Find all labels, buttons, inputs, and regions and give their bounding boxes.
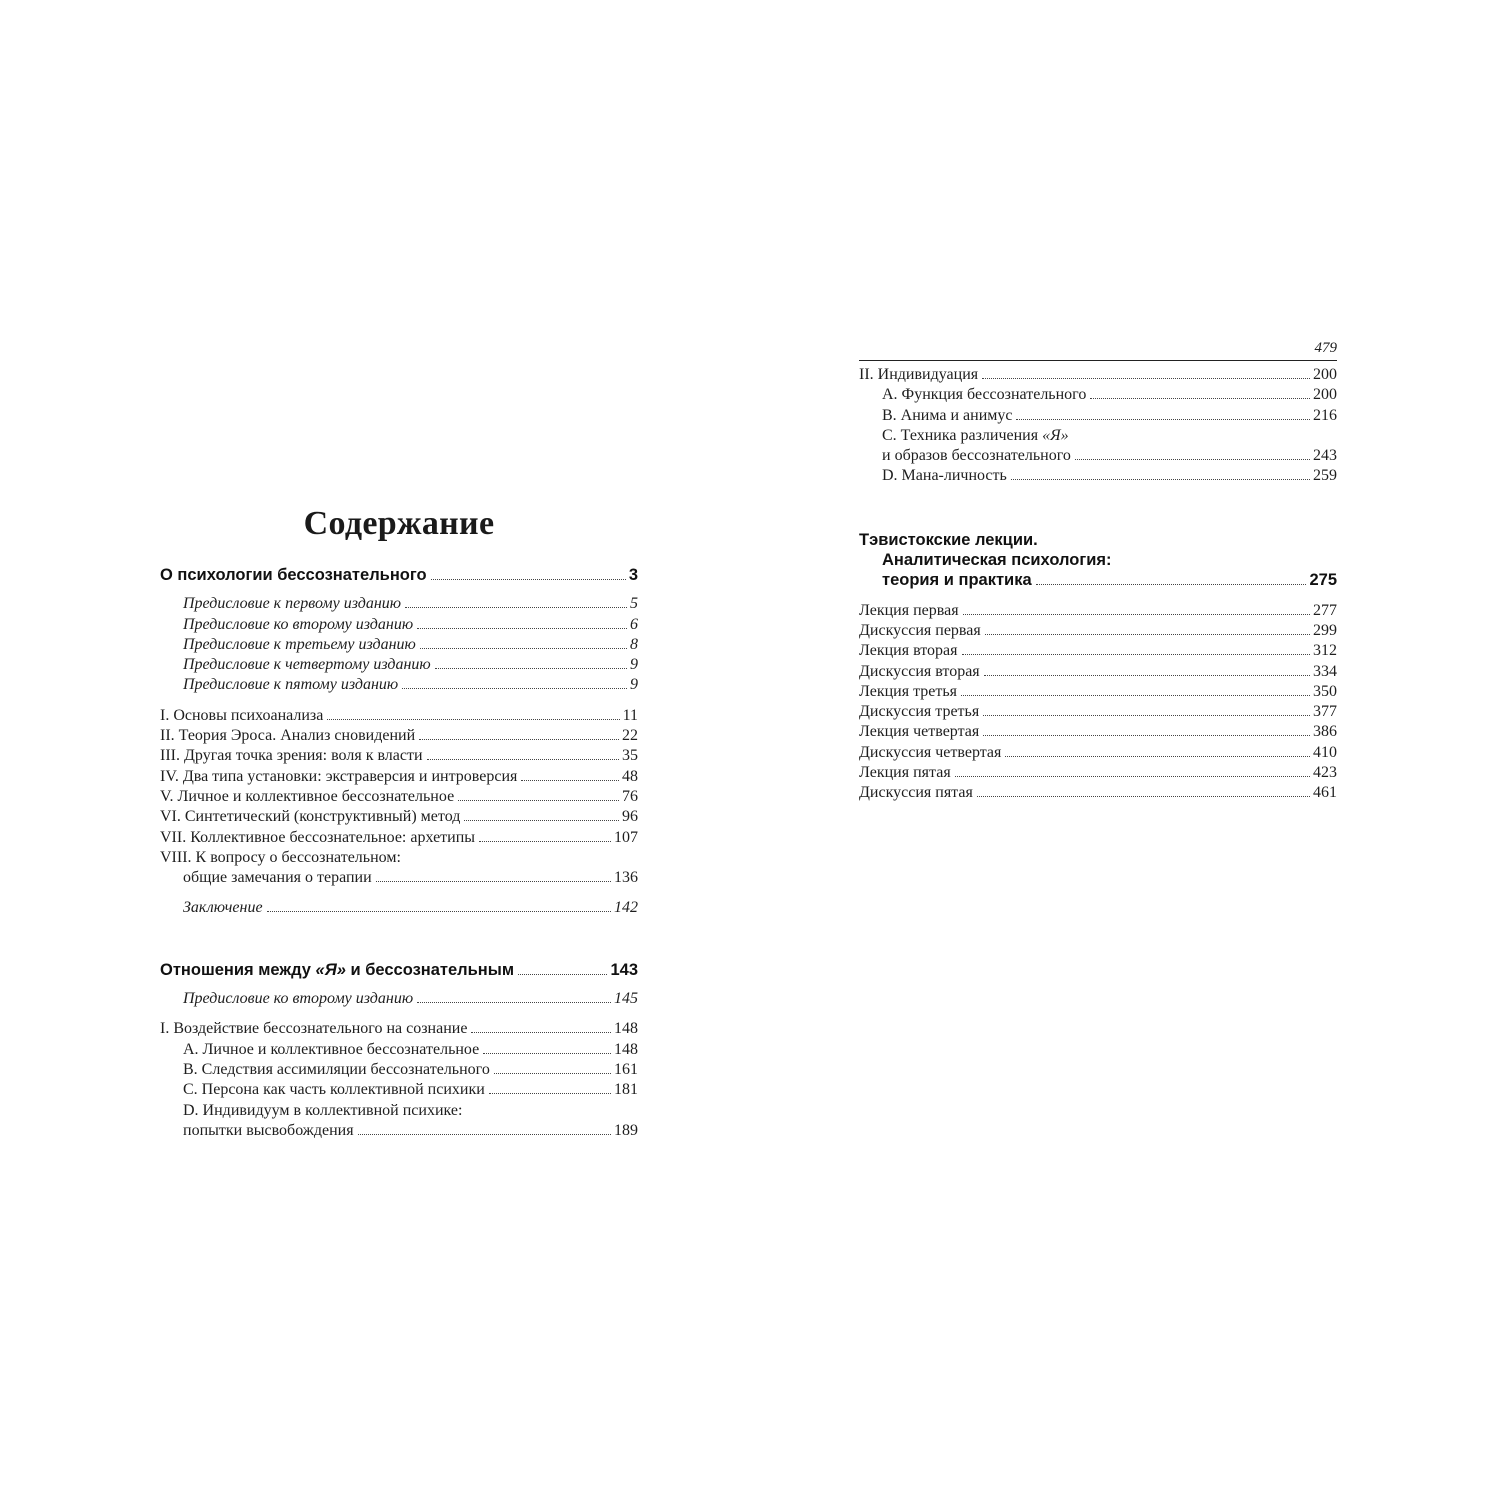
toc-entry[interactable] — [859, 365, 1337, 385]
entry-page: 461 — [1313, 784, 1337, 802]
toc-entry[interactable] — [160, 655, 638, 675]
entry-title: Предисловие к третьему изданию — [183, 635, 416, 653]
entry-title: IV. Два типа установки: экстраверсия и интроверсия — [160, 767, 518, 785]
entry-title: Дискуссия четвертая — [859, 743, 1002, 761]
entry-page: 145 — [614, 990, 638, 1008]
toc-entry[interactable] — [160, 615, 638, 635]
toc-part-heading[interactable] — [160, 960, 638, 980]
dot-leader — [376, 881, 611, 882]
entry-title: попытки высвобождения — [183, 1121, 354, 1139]
toc-entry[interactable] — [160, 828, 638, 848]
entry-title: Предисловие ко второму изданию — [183, 990, 414, 1008]
entry-page: 216 — [1313, 406, 1337, 424]
entry-page: 386 — [1313, 723, 1337, 741]
entry-page: 76 — [622, 787, 638, 805]
entry-title: V. Личное и коллективное бессознательное — [160, 787, 455, 805]
toc-entry[interactable] — [160, 1060, 638, 1080]
entry-title: Лекция вторая — [859, 642, 958, 660]
dot-leader — [479, 841, 611, 842]
dot-leader — [1005, 756, 1310, 757]
entry-page: 3 — [628, 566, 638, 584]
entry-page: 148 — [614, 1040, 638, 1058]
toc-entry[interactable] — [160, 726, 638, 746]
entry-title: Предисловие к пятому изданию — [183, 676, 399, 694]
toc-entry[interactable] — [160, 787, 638, 807]
toc-entry[interactable] — [859, 702, 1337, 722]
toc-entry[interactable] — [160, 1019, 638, 1039]
toc-entry[interactable] — [160, 1121, 638, 1141]
entry-title: Лекция третья — [859, 682, 958, 700]
entry-title: A. Функция бессознательного — [882, 386, 1087, 404]
entry-page: 107 — [614, 828, 638, 846]
toc-entry[interactable] — [859, 466, 1337, 486]
entry-page: 200 — [1313, 386, 1337, 404]
dot-leader — [1011, 479, 1310, 480]
toc-entry[interactable] — [160, 1080, 638, 1100]
entry-page: 136 — [614, 869, 638, 887]
toc-entry[interactable] — [160, 1040, 638, 1060]
entry-title: Лекция четвертая — [859, 723, 980, 741]
dot-leader — [1036, 584, 1307, 585]
dot-leader — [327, 719, 619, 720]
dot-leader — [435, 668, 627, 669]
entry-page: 148 — [614, 1020, 638, 1038]
entry-page: 8 — [630, 635, 638, 653]
entry-page: 142 — [614, 899, 638, 917]
toc-entry[interactable] — [160, 675, 638, 695]
toc-entry-line1[interactable]: VIII. К вопросу о бессознательном: — [160, 848, 401, 866]
entry-title: и образов бессознательного — [882, 447, 1071, 465]
entry-page: 189 — [614, 1121, 638, 1139]
dot-leader — [984, 675, 1310, 676]
toc-part-heading-line1[interactable]: Тэвистокские лекции. — [859, 530, 1038, 549]
dot-leader — [1016, 419, 1310, 420]
dot-leader — [405, 607, 627, 608]
entry-title: О психологии бессознательного — [160, 566, 427, 584]
dot-leader — [489, 1093, 611, 1094]
toc-entry[interactable] — [859, 763, 1337, 783]
entry-page: 312 — [1313, 642, 1337, 660]
dot-leader — [431, 579, 626, 580]
dot-leader — [985, 634, 1310, 635]
entry-page: 35 — [622, 747, 638, 765]
dot-leader — [358, 1134, 611, 1135]
toc-entry[interactable] — [160, 767, 638, 787]
toc-entry[interactable] — [160, 807, 638, 827]
entry-page: 275 — [1309, 571, 1337, 590]
running-head — [859, 340, 1337, 361]
toc-part-heading-line2[interactable]: Аналитическая психология: — [882, 551, 1112, 570]
dot-leader — [420, 648, 627, 649]
dot-leader — [518, 974, 607, 975]
dot-leader — [458, 800, 619, 801]
dot-leader — [417, 1002, 611, 1003]
toc-part-heading[interactable] — [160, 565, 638, 585]
toc-entry[interactable] — [160, 706, 638, 726]
toc-entry[interactable] — [160, 594, 638, 614]
entry-title: C. Персона как часть коллективной психики — [183, 1081, 485, 1099]
dot-leader — [1090, 398, 1310, 399]
entry-title: VII. Коллективное бессознательное: архетипы — [160, 828, 476, 846]
dot-leader — [1075, 459, 1310, 460]
entry-page: 350 — [1313, 682, 1337, 700]
entry-title: Отношения между «Я» и бессознательным — [160, 960, 515, 979]
dot-leader — [983, 715, 1310, 716]
right-page-toc — [859, 340, 1337, 804]
entry-title: III. Другая точка зрения: воля к власти — [160, 747, 423, 765]
toc-entry[interactable] — [160, 746, 638, 766]
entry-title: B. Анима и анимус — [882, 406, 1013, 424]
entry-title: Лекция первая — [859, 601, 959, 619]
entry-title: Дискуссия пятая — [859, 784, 973, 802]
entry-page: 9 — [630, 676, 638, 694]
entry-title: Предисловие к четвертому изданию — [183, 656, 431, 674]
dot-leader — [982, 378, 1310, 379]
dot-leader — [961, 695, 1310, 696]
toc-entry-line1[interactable]: D. Индивидуум в коллективной психике: — [183, 1101, 463, 1119]
toc-entry[interactable] — [160, 898, 638, 918]
toc-entry[interactable] — [859, 783, 1337, 803]
entry-page: 200 — [1313, 366, 1337, 383]
dot-leader — [962, 654, 1311, 655]
dot-leader — [427, 759, 619, 760]
entry-page: 143 — [610, 960, 638, 979]
dot-leader — [471, 1032, 611, 1033]
toc-entry-line1[interactable]: C. Техника различения «Я» — [882, 426, 1069, 444]
entry-page: 22 — [622, 727, 638, 745]
entry-page: 181 — [614, 1081, 638, 1099]
entry-page: 243 — [1313, 447, 1337, 465]
entry-title: общие замечания о терапии — [183, 869, 372, 887]
entry-page: 299 — [1313, 621, 1337, 639]
toc-entry[interactable] — [859, 743, 1337, 763]
toc-entry[interactable] — [160, 989, 638, 1009]
entry-page: 5 — [630, 595, 638, 613]
entry-page: 11 — [622, 706, 638, 724]
dot-leader — [963, 614, 1310, 615]
toc-entry[interactable] — [859, 722, 1337, 742]
toc-entry[interactable] — [859, 601, 1337, 621]
entry-page: 161 — [614, 1060, 638, 1078]
entry-page: 6 — [630, 615, 638, 633]
entry-page: 410 — [1313, 743, 1337, 761]
toc-entry[interactable] — [859, 446, 1337, 466]
toc-entry[interactable] — [859, 662, 1337, 682]
dot-leader — [983, 735, 1310, 736]
entry-title: I. Основы психоанализа — [160, 706, 324, 724]
left-page-toc — [160, 505, 638, 1141]
toc-entry[interactable] — [859, 385, 1337, 405]
dot-leader — [955, 776, 1310, 777]
entry-title: VI. Синтетический (конструктивный) метод — [160, 808, 461, 826]
entry-title: теория и практика — [882, 571, 1032, 590]
entry-title: Предисловие ко второму изданию — [183, 615, 414, 633]
entry-title: D. Мана-личность — [882, 467, 1007, 485]
dot-leader — [464, 820, 619, 821]
entry-page: 334 — [1313, 662, 1337, 680]
toc-entry[interactable] — [859, 641, 1337, 661]
entry-page: 423 — [1313, 764, 1337, 782]
entry-title: Дискуссия вторая — [859, 662, 980, 680]
toc-entry[interactable] — [859, 621, 1337, 641]
entry-page: 377 — [1313, 703, 1337, 721]
entry-page: 9 — [630, 656, 638, 674]
entry-title: I. Воздействие бессознательного на сознание — [160, 1020, 468, 1038]
page-number: 479 — [1314, 340, 1337, 356]
entry-title: Дискуссия первая — [859, 621, 981, 639]
page-title: Содержание — [303, 505, 495, 542]
entry-title: Лекция пятая — [859, 764, 951, 782]
entry-title: Предисловие к первому изданию — [183, 595, 402, 613]
dot-leader — [977, 796, 1310, 797]
entry-page: 259 — [1313, 467, 1337, 485]
entry-page: 277 — [1313, 601, 1337, 619]
entry-title: Дискуссия третья — [859, 703, 980, 721]
entry-page: 96 — [622, 808, 638, 826]
toc-entry[interactable] — [160, 868, 638, 888]
dot-leader — [494, 1073, 611, 1074]
entry-title: II. Индивидуация — [859, 366, 979, 383]
entry-title: A. Личное и коллективное бессознательное — [183, 1040, 480, 1058]
entry-page: 48 — [622, 767, 638, 785]
dot-leader — [402, 688, 627, 689]
entry-title: II. Теория Эроса. Анализ сновидений — [160, 727, 416, 745]
dot-leader — [419, 739, 619, 740]
toc-part-heading[interactable] — [859, 570, 1337, 590]
dot-leader — [417, 628, 627, 629]
toc-entry[interactable] — [859, 682, 1337, 702]
entry-title: Заключение — [183, 899, 263, 917]
dot-leader — [483, 1053, 611, 1054]
entry-title: B. Следствия ассимиляции бессознательного — [183, 1060, 490, 1078]
toc-entry[interactable] — [859, 406, 1337, 426]
dot-leader — [521, 780, 619, 781]
dot-leader — [267, 911, 611, 912]
toc-entry[interactable] — [160, 635, 638, 655]
